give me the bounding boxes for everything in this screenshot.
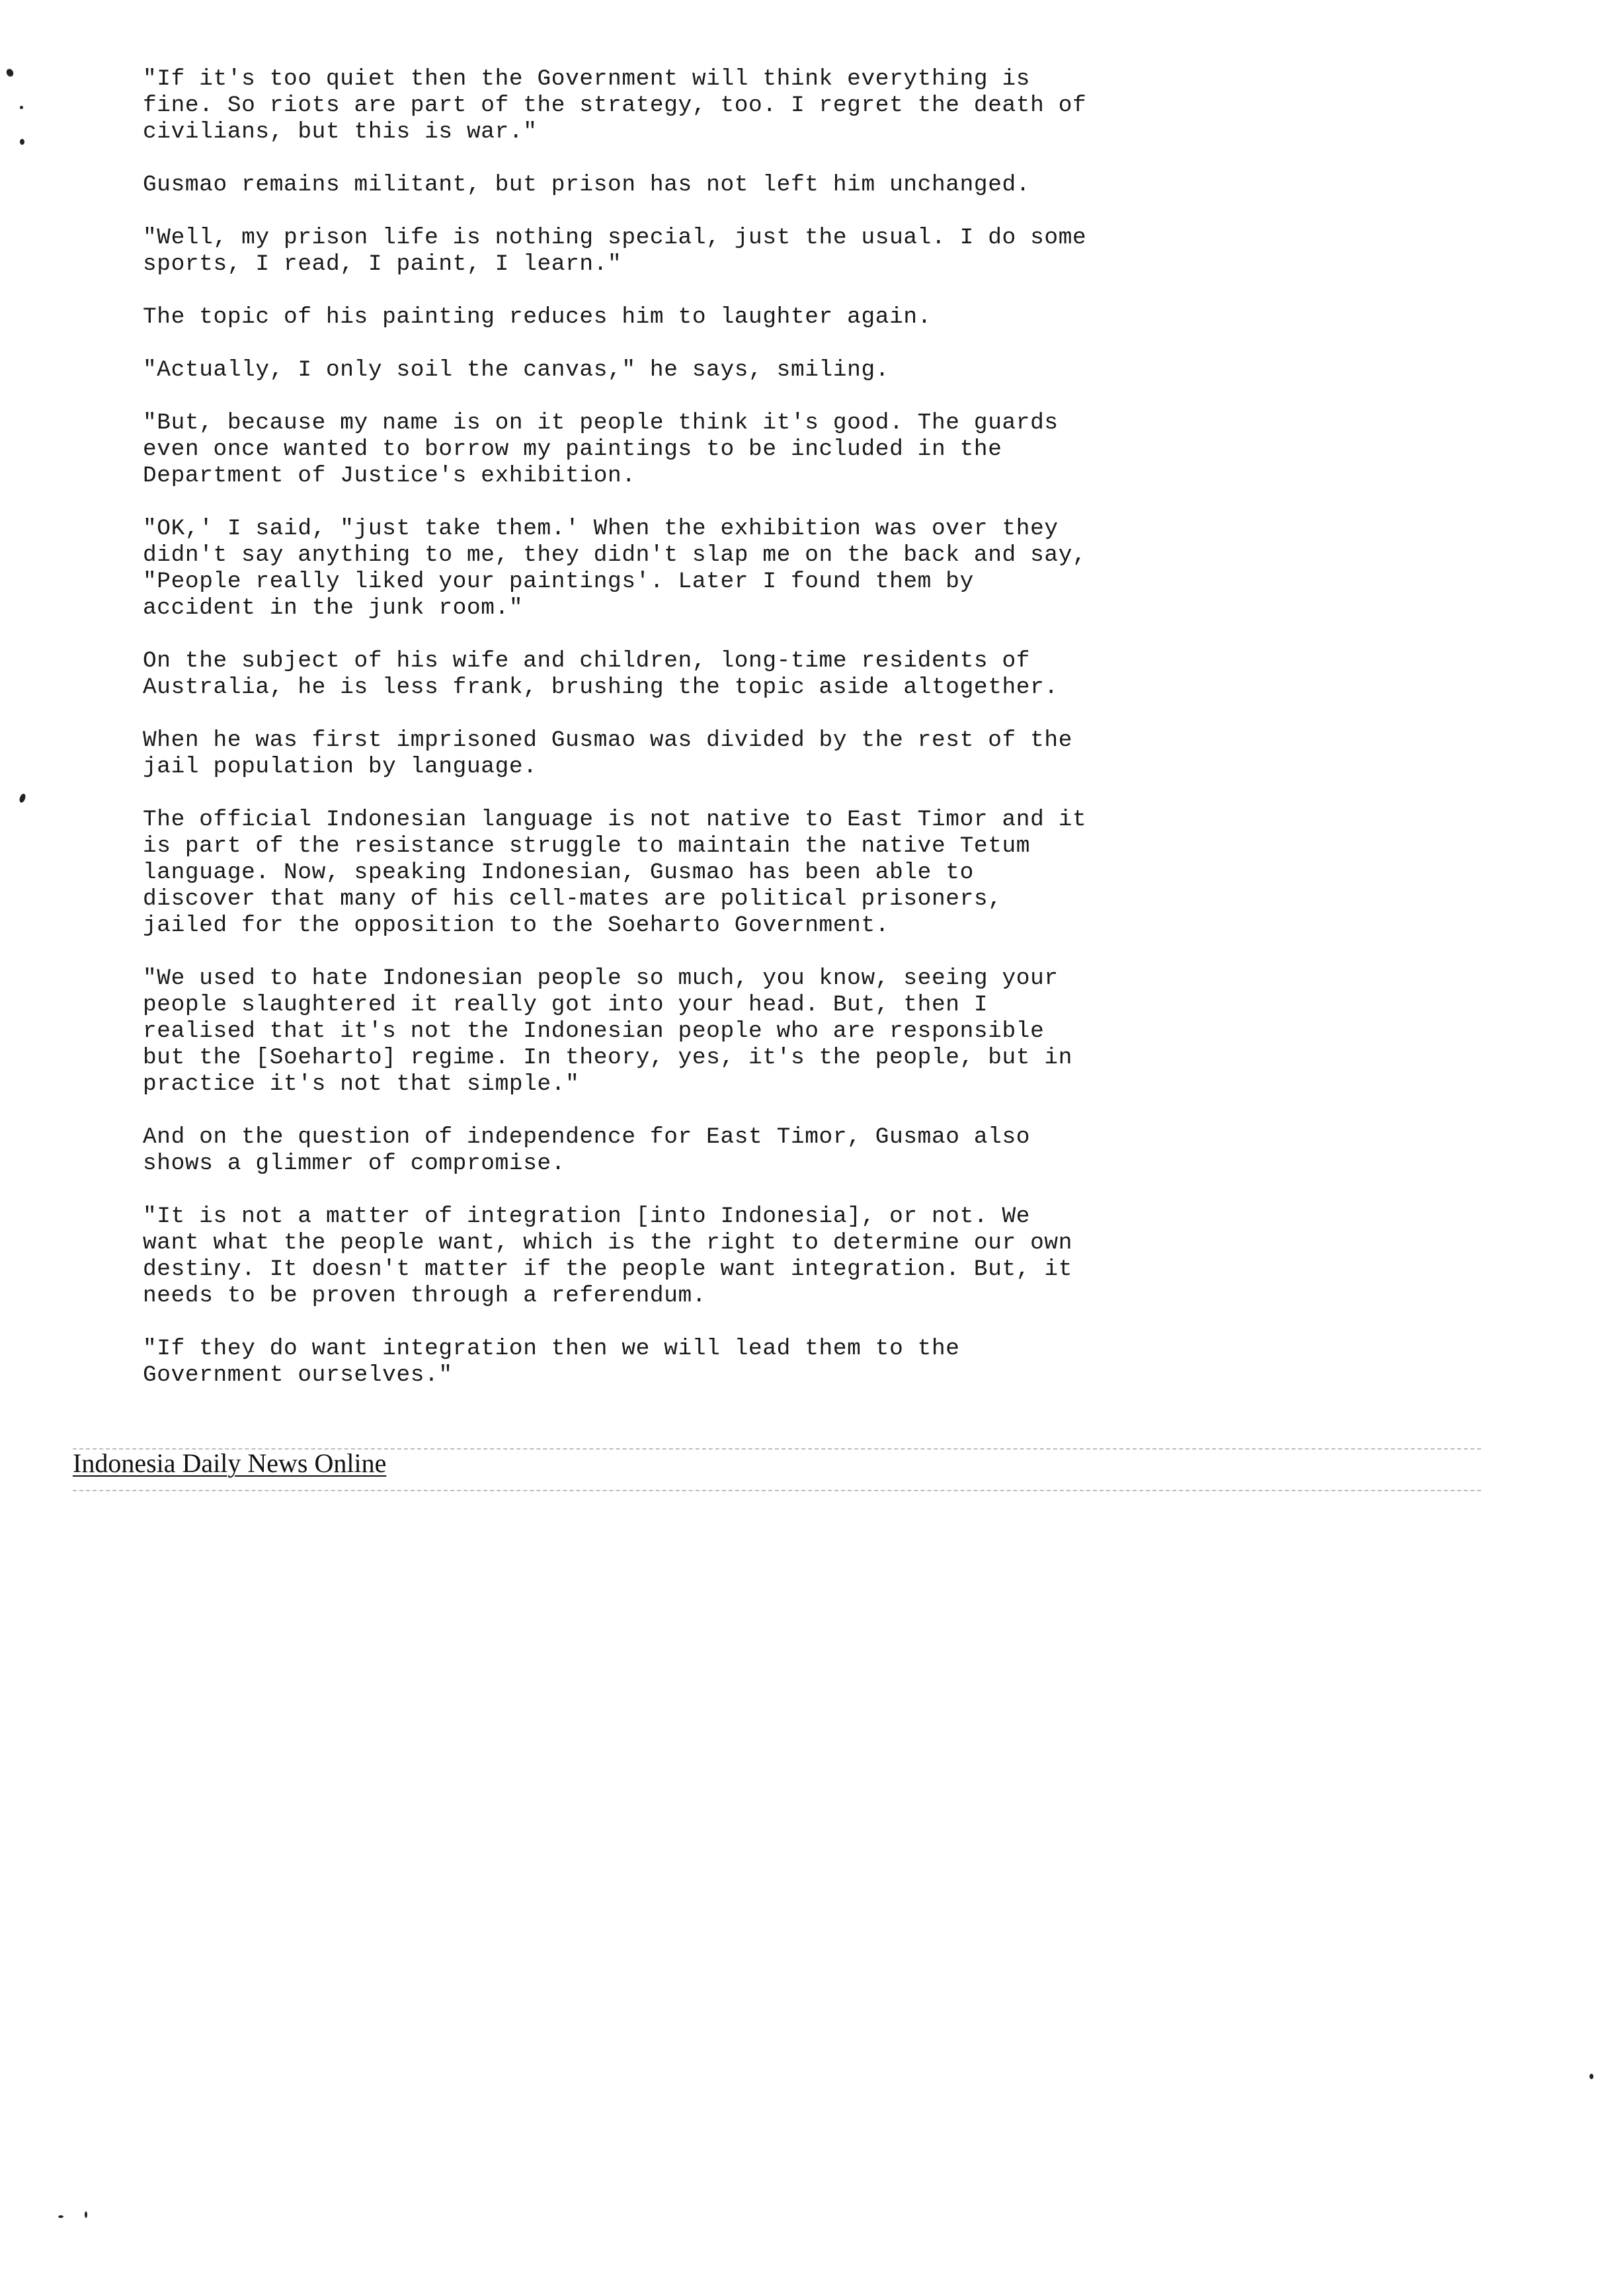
- paragraph: "If it's too quiet then the Government will think everything is fine. So riots are part of the strategy, too. I regret the death of civilians, but this is war.": [143, 66, 1087, 145]
- paragraph: On the subject of his wife and children, long-time residents of Australia, he is less frank, brushing the topic aside altogether.: [143, 648, 1059, 700]
- paragraph: "We used to hate Indonesian people so much, you know, seeing your people slaughtered it really got into your head. But, then I realised that it's not the Indonesian people who are responsible but the [Soeharto] regime. In theory, yes, it's the people, but in practice it's not that simple.": [143, 965, 1073, 1097]
- paragraph: Gusmao remains militant, but prison has not left him unchanged.: [143, 172, 1031, 198]
- paragraph: When he was first imprisoned Gusmao was divided by the rest of the jail population by language.: [143, 727, 1073, 780]
- paragraph: And on the question of independence for East Timor, Gusmao also shows a glimmer of compromise.: [143, 1124, 1031, 1176]
- scan-speck: [85, 2211, 87, 2218]
- paragraph: "Well, my prison life is nothing special, just the usual. I do some sports, I read, I paint, I learn.": [143, 225, 1087, 277]
- paragraph: The topic of his painting reduces him to laughter again.: [143, 304, 932, 330]
- paragraph: "Actually, I only soil the canvas," he says, smiling.: [143, 357, 890, 383]
- scan-speck: [1589, 2074, 1593, 2079]
- paragraph: "It is not a matter of integration [into Indonesia], or not. We want what the people want, which is the right to determine our own destiny. It doesn't matter if the people want integration. But, it needs to be proven through a referendum.: [143, 1204, 1073, 1309]
- scan-speck: [5, 67, 15, 77]
- article-body: [143, 66, 1174, 1415]
- paragraph: "If they do want integration then we will lead them to the Government ourselves.": [143, 1336, 960, 1388]
- paragraph: "But, because my name is on it people think it's good. The guards even once wanted to borrow my paintings to be included in the Department of Justice's exhibition.: [143, 410, 1059, 489]
- scan-speck: [20, 106, 23, 109]
- scan-speck: [20, 139, 24, 145]
- scan-speck: [19, 793, 26, 803]
- scan-speck: [58, 2215, 63, 2218]
- footer-divider-bottom: [73, 1490, 1481, 1491]
- paragraph: "OK,' I said, "just take them.' When the exhibition was over they didn't say anything to me, they didn't slap me on the back and say, "People really liked your paintings'. Later I found them by accident in the junk room.": [143, 516, 1087, 621]
- source-link[interactable]: Indonesia Daily News Online: [73, 1448, 387, 1478]
- paragraph: The official Indonesian language is not native to East Timor and it is part of the resistance struggle to maintain the native Tetum language. Now, speaking Indonesian, Gusmao has been able to discover that many of his cell-mates are political prisoners, jailed for the opposition to the Soeharto Government.: [143, 807, 1087, 938]
